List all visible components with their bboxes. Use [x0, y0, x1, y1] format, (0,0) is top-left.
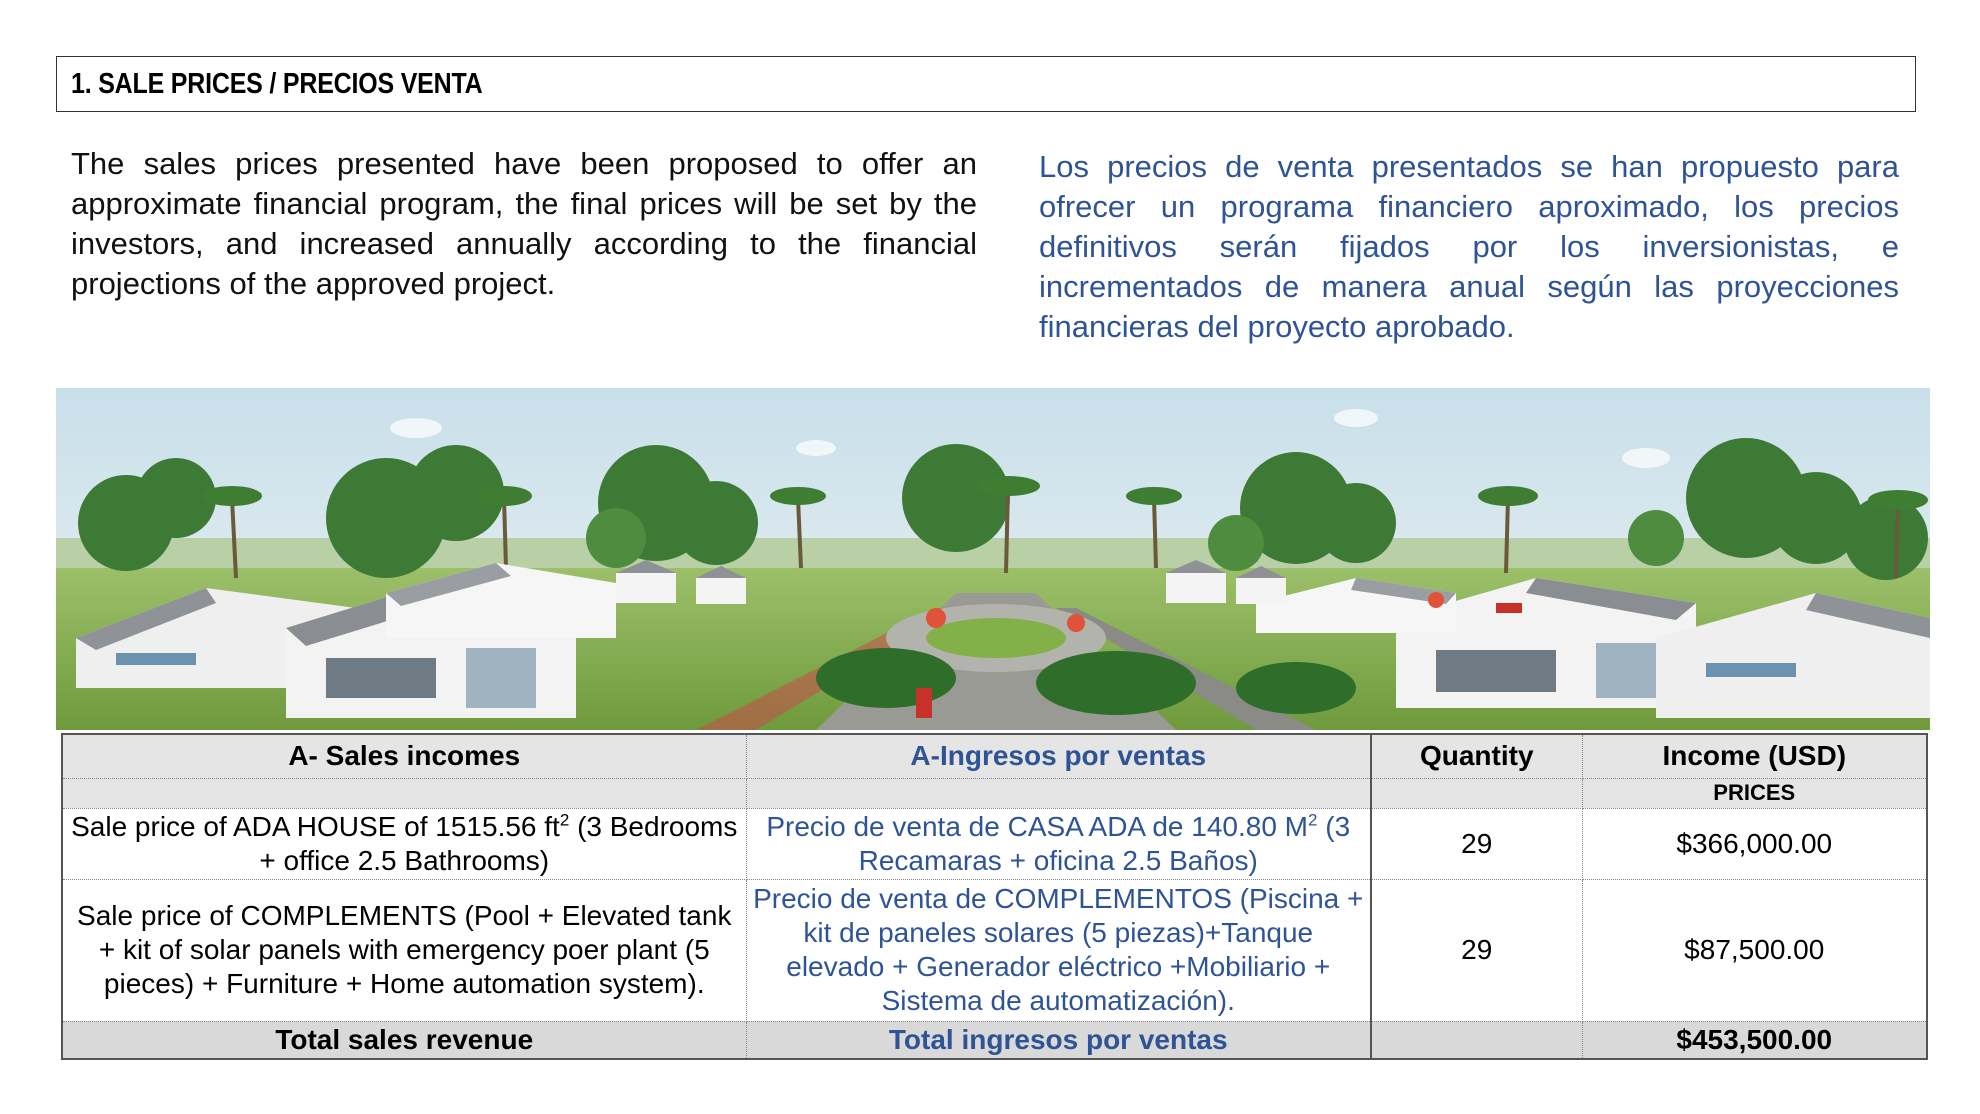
intro-spanish: Los precios de venta presentados se han propuesto para ofrecer un programa financiero aproximado, los precios definitivos serán fijados por los inversionistas, e incrementados de manera anual según las proyecciones financieras del proyecto aprobado. — [1039, 149, 1899, 344]
row-description-english: Sale price of COMPLEMENTS (Pool + Elevated tank + kit of solar panels with emergency poer plant (5 pieces) + Furniture + Home automation system). — [62, 879, 746, 1021]
sales-income-table — [61, 733, 1928, 1060]
header-sales-incomes: A- Sales incomes — [62, 734, 746, 778]
header-income-usd: Income (USD) — [1582, 734, 1927, 778]
intro-english: The sales prices presented have been proposed to offer an approximate financial program, the final prices will be set by the investors, and increased annually according to the financial projections of the approved project. — [71, 146, 977, 301]
development-render-image — [56, 388, 1930, 730]
table-row — [62, 808, 1927, 879]
table-row — [62, 879, 1927, 1021]
section-header — [56, 56, 1916, 112]
render-illustration — [56, 388, 1930, 730]
row-quantity: 29 — [1371, 879, 1582, 1021]
row-description-spanish: Precio de venta de COMPLEMENTOS (Piscina + kit de paneles solares (5 piezas)+Tanque elevado + Generador eléctrico +Mobiliario + Sistema de automatización). — [746, 879, 1371, 1021]
row-price: $366,000.00 — [1582, 808, 1927, 879]
header-ingresos-por-ventas: A-Ingresos por ventas — [746, 734, 1371, 778]
total-label-english: Total sales revenue — [62, 1021, 746, 1059]
table-subheader-row — [62, 778, 1927, 808]
total-amount: $453,500.00 — [1582, 1021, 1927, 1059]
total-label-spanish: Total ingresos por ventas — [746, 1021, 1371, 1059]
table-header-row — [62, 734, 1927, 778]
subheader-prices: PRICES — [1582, 778, 1927, 808]
row-price: $87,500.00 — [1582, 879, 1927, 1021]
header-quantity: Quantity — [1371, 734, 1582, 778]
row-description-spanish: Precio de venta de CASA ADA de 140.80 $M^2$ (3 Recamaras + oficina 2.5 Baños) — [746, 808, 1371, 879]
table-total-row — [62, 1021, 1927, 1059]
section-title: 1. SALE PRICES / PRECIOS VENTA — [71, 67, 483, 100]
row-description-english: Sale price of ADA HOUSE of 1515.56 $ft^2$ (3 Bedrooms + office 2.5 Bathrooms) — [62, 808, 746, 879]
row-quantity: 29 — [1371, 808, 1582, 879]
